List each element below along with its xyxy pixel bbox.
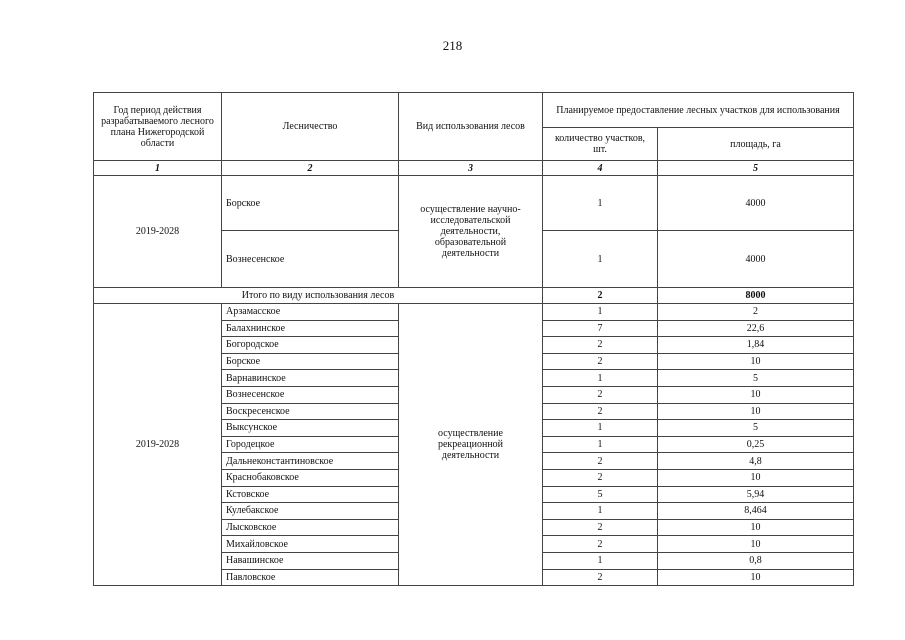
count-cell: 2	[543, 386, 658, 403]
forestry-cell: Городецкое	[222, 436, 399, 453]
area-cell: 10	[658, 536, 854, 553]
header-use-type: Вид использования лесов	[399, 93, 543, 161]
area-cell: 0,8	[658, 552, 854, 569]
area-cell: 10	[658, 469, 854, 486]
count-cell: 1	[543, 436, 658, 453]
column-number-row	[94, 161, 854, 176]
header-forestry: Лесничество	[222, 93, 399, 161]
forestry-cell: Михайловское	[222, 536, 399, 553]
forestry-cell: Кстовское	[222, 486, 399, 503]
forestry-cell: Вознесенское	[222, 231, 399, 288]
forestry-cell: Дальнеконстантиновское	[222, 453, 399, 470]
count-cell: 2	[543, 453, 658, 470]
area-cell: 5	[658, 370, 854, 387]
forestry-cell: Богородское	[222, 337, 399, 354]
area-cell: 0,25	[658, 436, 854, 453]
subtotal-area: 8000	[658, 288, 854, 304]
area-cell: 2	[658, 304, 854, 321]
forestry-cell: Кулебакское	[222, 503, 399, 520]
area-cell: 10	[658, 403, 854, 420]
header-area: площадь, га	[658, 128, 854, 161]
count-cell: 1	[543, 231, 658, 288]
period-cell: 2019-2028	[94, 176, 222, 288]
count-cell: 1	[543, 552, 658, 569]
header-count: количество участков, шт.	[543, 128, 658, 161]
page-number: 218	[442, 38, 463, 53]
col-number: 2	[222, 161, 399, 176]
forestry-cell: Выксунское	[222, 420, 399, 437]
header-row	[94, 93, 854, 128]
col-number: 3	[399, 161, 543, 176]
count-cell: 1	[543, 420, 658, 437]
area-cell: 8,464	[658, 503, 854, 520]
forestry-cell: Навашинское	[222, 552, 399, 569]
count-cell: 2	[543, 403, 658, 420]
count-cell: 7	[543, 320, 658, 337]
subtotal-count: 2	[543, 288, 658, 304]
table-row	[94, 304, 854, 321]
count-cell: 1	[543, 176, 658, 231]
count-cell: 1	[543, 503, 658, 520]
table-row	[94, 176, 854, 231]
col-number: 1	[94, 161, 222, 176]
area-cell: 5	[658, 420, 854, 437]
forest-plots-table	[93, 92, 854, 586]
forestry-cell: Лысковское	[222, 519, 399, 536]
col-number: 4	[543, 161, 658, 176]
area-cell: 1,84	[658, 337, 854, 354]
count-cell: 1	[543, 370, 658, 387]
count-cell: 2	[543, 353, 658, 370]
forestry-cell: Павловское	[222, 569, 399, 586]
count-cell: 2	[543, 569, 658, 586]
area-cell: 10	[658, 569, 854, 586]
header-group: Планируемое предоставление лесных участков для использования	[543, 93, 854, 128]
forestry-cell: Воскресенское	[222, 403, 399, 420]
use-type-cell: осуществление рекреационной деятельности	[399, 304, 543, 586]
count-cell: 1	[543, 304, 658, 321]
period-cell: 2019-2028	[94, 304, 222, 586]
use-type-cell: осуществление научно-исследовательской деятельности, образовательной деятельности	[399, 176, 543, 288]
area-cell: 10	[658, 386, 854, 403]
forestry-cell: Балахнинское	[222, 320, 399, 337]
count-cell: 2	[543, 337, 658, 354]
area-cell: 4,8	[658, 453, 854, 470]
forestry-cell: Борское	[222, 176, 399, 231]
forestry-cell: Вознесенское	[222, 386, 399, 403]
area-cell: 10	[658, 353, 854, 370]
forestry-cell: Арзамасское	[222, 304, 399, 321]
count-cell: 2	[543, 536, 658, 553]
subtotal-label: Итого по виду использования лесов	[94, 288, 543, 304]
area-cell: 22,6	[658, 320, 854, 337]
count-cell: 5	[543, 486, 658, 503]
area-cell: 5,94	[658, 486, 854, 503]
forestry-cell: Борское	[222, 353, 399, 370]
col-number: 5	[658, 161, 854, 176]
count-cell: 2	[543, 519, 658, 536]
count-cell: 2	[543, 469, 658, 486]
header-period: Год период действия разрабатываемого лесного плана Нижегородской области	[94, 93, 222, 161]
subtotal-row	[94, 288, 854, 304]
area-cell: 4000	[658, 231, 854, 288]
area-cell: 4000	[658, 176, 854, 231]
forestry-cell: Варнавинское	[222, 370, 399, 387]
forestry-cell: Краснобаковское	[222, 469, 399, 486]
area-cell: 10	[658, 519, 854, 536]
